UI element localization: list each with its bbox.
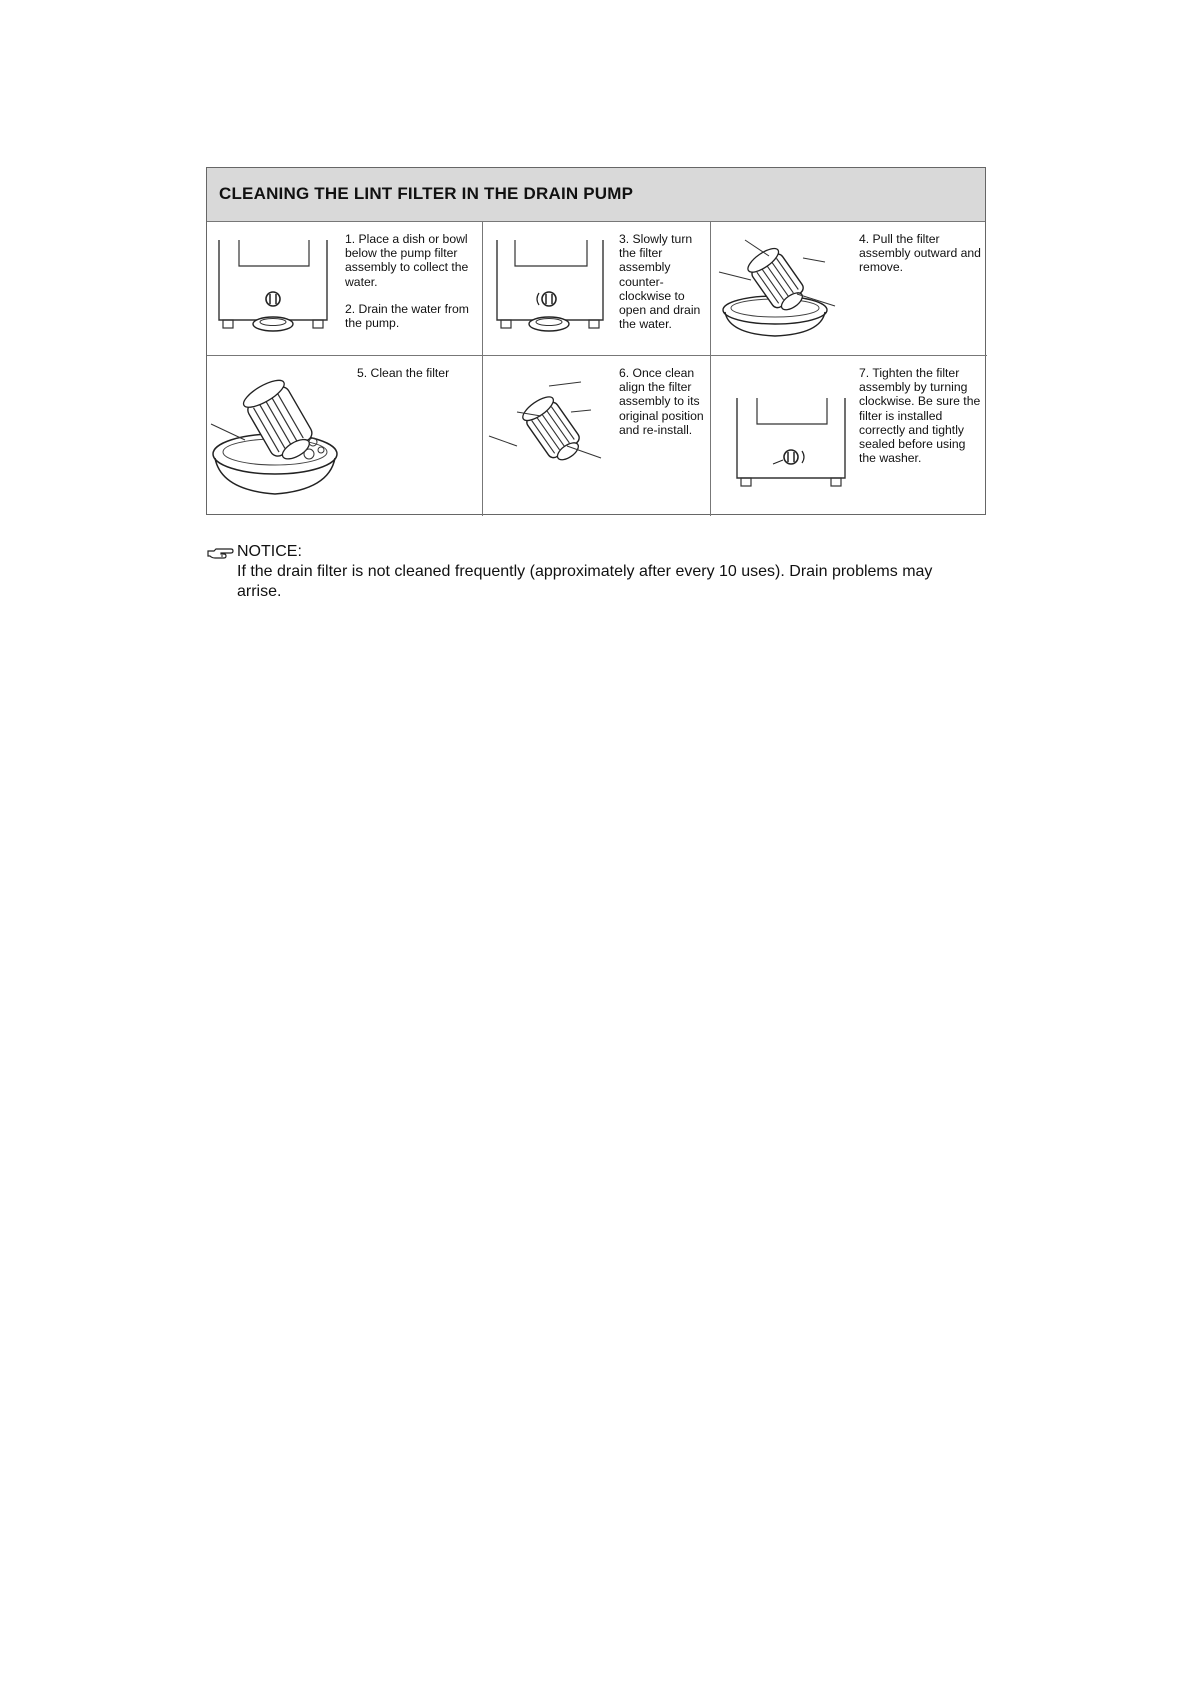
panel-header [207,168,985,222]
step-cell-3 [483,222,711,356]
step-cell-6 [483,356,711,516]
step-2-label: 2. Drain the water from the pump. [345,301,469,331]
step-5-label: 5. Clean the filter [357,366,450,380]
pointing-hand-icon [206,545,234,561]
notice-title: NOTICE: [237,543,302,560]
filter-reinstall-illustration [487,372,617,492]
washer-bowl-illustration [213,236,333,346]
step-7-text [859,366,983,465]
step-cell-5 [207,356,483,516]
step-7-label: 7. Tighten the filter assembly by turning clockwise. Be sure the filter is installed correctly and tightly sealed before using the washer. [859,366,981,466]
step-1-label: 1. Place a dish or bowl below the pump filter assembly to collect the water. [345,232,469,289]
step-1-text [345,232,479,330]
washer-turn-illustration [491,236,611,346]
step-4-text [859,232,983,275]
step-4-label: 4. Pull the filter assembly outward and remove. [859,232,981,275]
step-cell-4 [711,222,987,356]
step-cell-7 [711,356,987,516]
filter-pull-illustration [715,228,855,353]
step-3-text [619,232,709,331]
step-cell-1 [207,222,483,356]
page-title: CLEANING THE LINT FILTER IN THE DRAIN PUMP [219,184,634,203]
notice-section [206,543,986,605]
step-5-text [357,366,477,380]
filter-clean-illustration [209,362,359,512]
instruction-panel [206,167,986,515]
washer-tighten-illustration [731,394,851,504]
step-3-label: 3. Slowly turn the filter assembly counter-clockwise to open and drain the water. [619,232,701,332]
step-6-label: 6. Once clean align the filter assembly to its original position and re-install. [619,366,704,437]
notice-body: If the drain filter is not cleaned frequently (approximately after every 10 uses). Drain problems may arrise. [237,563,933,600]
step-6-text [619,366,709,437]
